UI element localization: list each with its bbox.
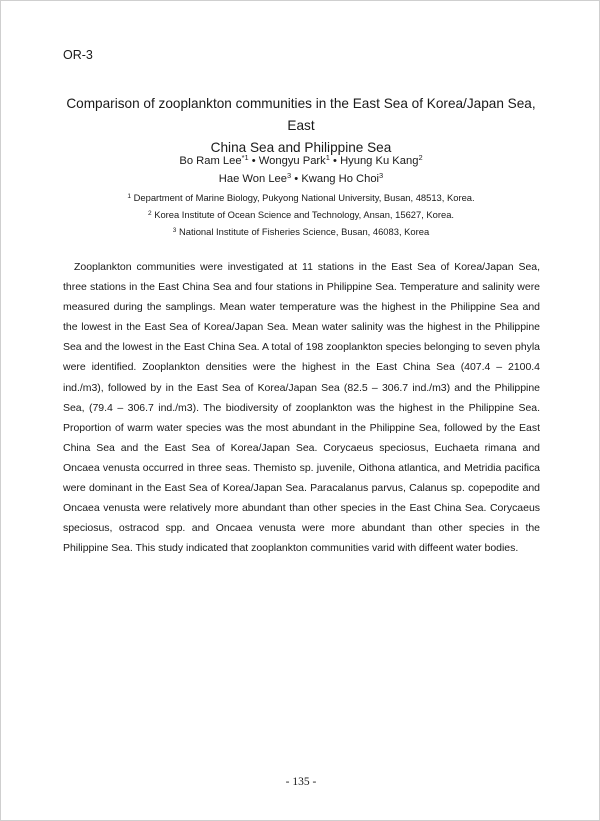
affiliation-text: National Institute of Fisheries Science, Busan, 46083, Korea [179,226,430,237]
author-affiliation-mark: 2 [418,153,423,162]
affiliation-item [61,206,541,223]
author-affiliation-mark: 3 [379,171,384,180]
author-name: Bo Ram Lee [179,155,242,167]
author-affiliation-mark: 1 [325,153,330,162]
affiliation-number: 2 [147,210,152,217]
affiliation-number: 1 [127,193,132,200]
author-name: Hyung Ku Kang [340,155,419,167]
affiliation-item [61,223,541,240]
session-code: OR-3 [63,48,93,62]
author-separator: • [329,155,341,167]
author-separator: • [248,155,259,167]
abstract-body: Zooplankton communities were investigated at 11 stations in the East Sea of Korea/Japan Sea, three stations in the East China Sea and four stations in Philippine Sea. Temperature and salinity were measured during the samplings. Mean water temperature was the highest in the Philippine Sea and the lowest in the East Sea of Korea/Japan Sea. Mean water salinity was the highest in the Philippine Sea and the lowest in the East China Sea. A total of 198 zooplankton species belonging to seven phyla were identified. Zooplankton densities were the highest in the East China Sea (407.4 – 2100.4 ind./m3), followed by in the East Sea of Korea/Japan Sea (82.5 – 306.7 ind./m3) and the Philippine Sea, (79.4 – 306.7 ind./m3). The biodiversity of zooplankton was the highest in the Philippine Sea. Proportion of warm water species was the most abundant in the Philippine Sea, followed by the East China Sea and the East Sea of Korea/Japan Sea. Corycaeus speciosus, Euchaeta rimana and Oncaea venusta occurred in three seas. Themisto sp. juvenile, Oithona atlantica, and Metridia pacifica were dominant in the East Sea of Korea/Japan Sea. Paracalanus parvus, Calanus sp. copepodite and Oncaea venusta were relatively more abundant than other species in the East China Sea. Corycaeus speciosus, ostracod spp. and Oncaea venusta were more abundant than other species in the Philippine Sea. This study indicated that zooplankton communities varid with diffeent water bodies. [63,261,540,555]
page-number: - 135 - [285,776,317,788]
affiliation-text: Korea Institute of Ocean Science and Technology, Ansan, 15627, Korea. [154,209,455,220]
affiliation-item [61,189,541,206]
author-list [61,152,541,188]
title-line-2: China Sea and Philippine Sea [210,140,392,155]
title-line-1: Comparison of zooplankton communities in the East Sea of Korea/Japan Sea, East [66,96,536,133]
author-affiliation-mark: 3 [287,171,292,180]
affiliation-list [61,189,541,240]
author-name: Hae Won Lee [218,173,287,185]
author-separator: • [291,173,302,185]
affiliation-text: Department of Marine Biology, Pukyong National University, Busan, 48513, Korea. [133,192,475,203]
author-line-2 [61,170,541,188]
author-name: Kwang Ho Choi [301,173,380,185]
paper-title [56,93,546,159]
affiliation-number: 3 [172,227,177,234]
author-affiliation-mark: *1 [241,153,249,162]
author-line-1 [61,152,541,170]
author-name: Wongyu Park [258,155,326,167]
